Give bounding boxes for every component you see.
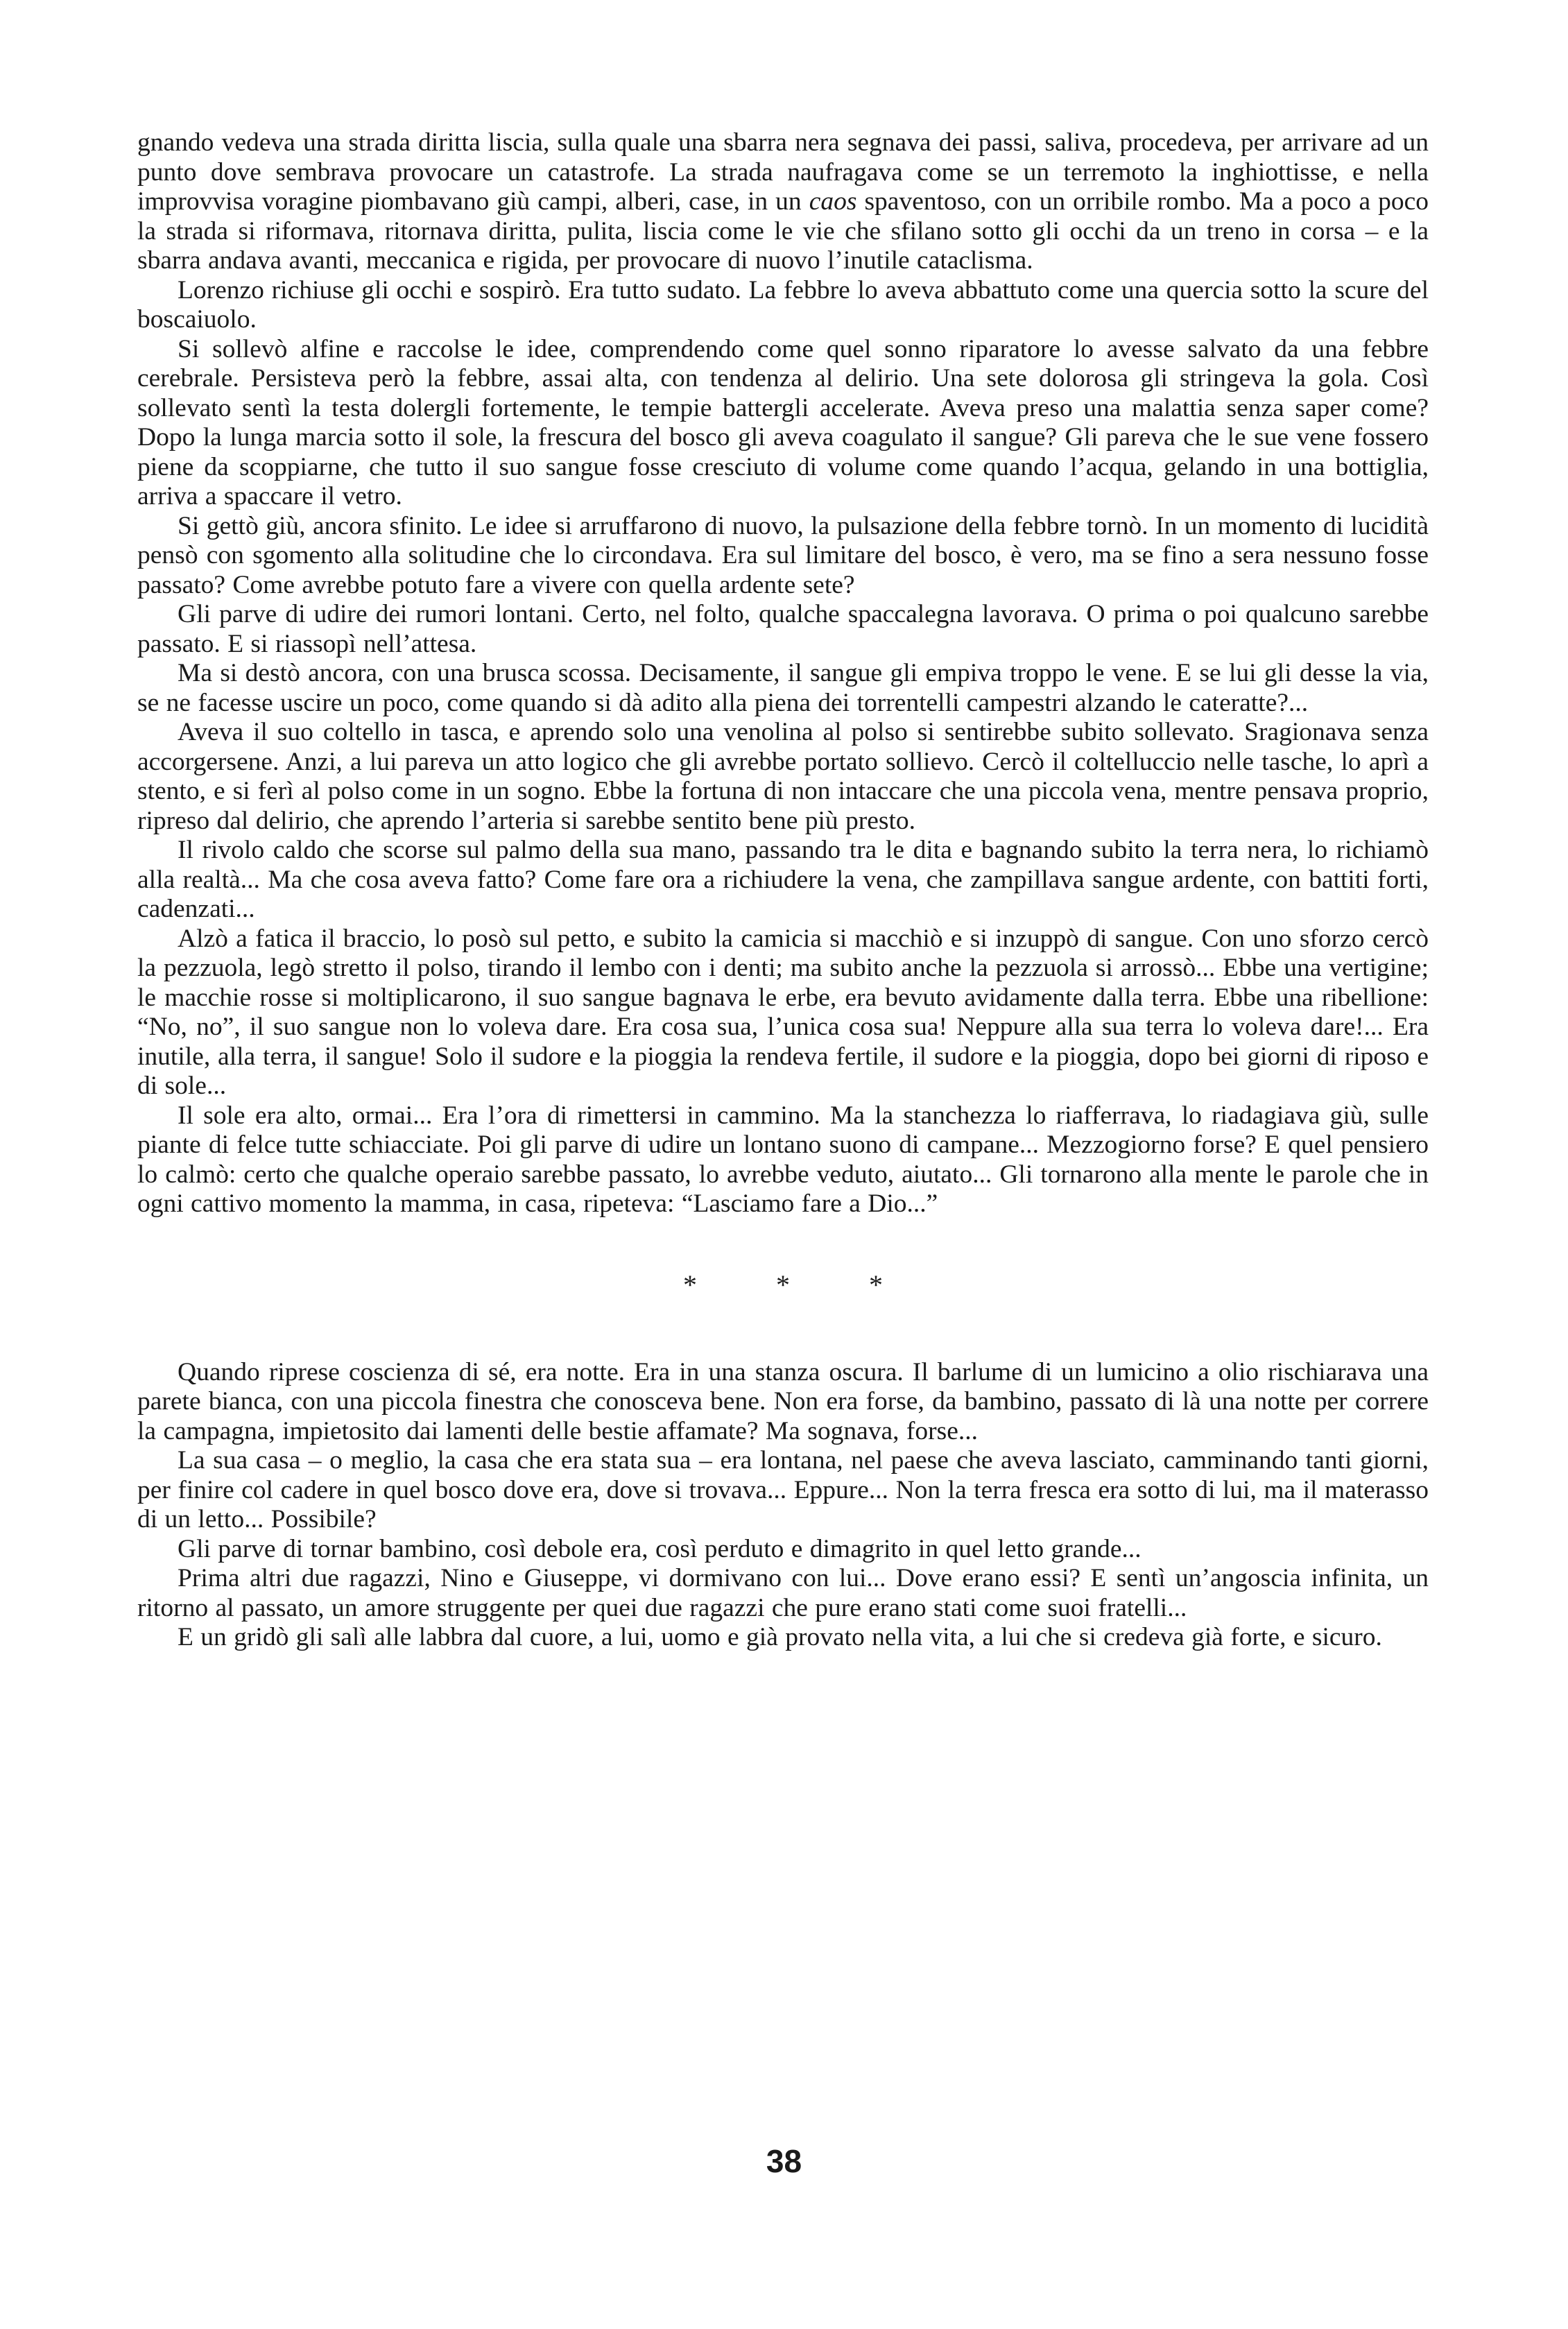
paragraph: Si sollevò alfine e raccolse le idee, comprendendo come quel sonno riparatore lo avesse salvato da una febbre cerebrale. Persisteva però la febbre, assai alta, con tendenza al delirio. Una sete dolorosa gli stringeva la gola. Così sollevato sentì la testa dolergli fortemente, le tempie battergli accelerate. Aveva preso una malattia senza saper come? Dopo la lunga marcia sotto il sole, la frescura del bosco gli aveva coagulato il sangue? Gli pareva che le sue vene fossero piene da scoppiarne, che tutto il suo sangue fosse cresciuto di volume come quando l’acqua, gelando in una bottiglia, arriva a spaccare il vetro. xyxy=(137,334,1429,510)
page-body xyxy=(137,128,1429,1653)
paragraph: E un gridò gli salì alle labbra dal cuore, a lui, uomo e già provato nella vita, a lui che si credeva già forte, e sicuro. xyxy=(178,1623,1382,1651)
paragraph: Il sole era alto, ormai... Era l’ora di rimettersi in cammino. Ma la stanchezza lo riafferrava, lo riadagiava giù, sulle piante di felce tutte schiacciate. Poi gli parve di udire un lontano suono di campane... Mezzogiorno forse? E quel pensiero lo calmò: certo che qualche operaio sarebbe passato, lo avrebbe veduto, aiutato... Gli tornarono alla mente le parole che in ogni cattivo momento la mamma, in casa, ripeteva: “Lasciamo fare a Dio...” xyxy=(137,1101,1429,1218)
paragraph: Alzò a fatica il braccio, lo posò sul petto, e subito la camicia si macchiò e si inzuppò di sangue. Con uno sforzo cercò la pezzuola, legò stretto il polso, tirando il lembo con i denti; ma subito anche la pezzuola si arrossò... Ebbe una vertigine; le macchie rosse si moltiplicarono, il suo sangue bagnava le erbe, era bevuto avidamente dalla terra. Ebbe una ribellione: “No, no”, il suo sangue non lo voleva dare. Era cosa sua, l’unica cosa sua! Neppure alla sua terra lo voleva dare!... Era inutile, alla terra, il sangue! Solo il sudore e la pioggia la rendeva fertile, il sudore e la pioggia, dopo bei giorni di riposo e di sole... xyxy=(137,924,1429,1100)
paragraph: La sua casa – o meglio, la casa che era stata sua – era lontana, nel paese che aveva lasciato, camminando tanti giorni, per finire col cadere in quel bosco dove era, dove si trovava... Eppure... Non la terra fresca era sotto di lui, ma il materasso di un letto... Possibile? xyxy=(137,1446,1429,1533)
paragraph: Prima altri due ragazzi, Nino e Giuseppe, vi dormivano con lui... Dove erano essi? E sentì un’angoscia infinita, un ritorno al passato, un amore struggente per quei due ragazzi che pure erano stati come suoi fratelli... xyxy=(137,1564,1429,1622)
paragraph: Gli parve di tornar bambino, così debole era, così perduto e dimagrito in quel letto grande... xyxy=(178,1534,1141,1563)
italic-word-caos: caos xyxy=(809,187,857,216)
paragraph: Quando riprese coscienza di sé, era notte. Era in una stanza oscura. Il barlume di un lumicino a olio rischiarava una parete bianca, con una piccola finestra che conosceva bene. Non era forse, da bambino, passato di là una notte per correre la campagna, impietosito dai lamenti delle bestie affamate? Ma sognava, forse... xyxy=(137,1357,1429,1445)
paragraph: Il rivolo caldo che scorse sul palmo della sua mano, passando tra le dita e bagnando subito la terra nera, lo richiamò alla realtà... Ma che cosa aveva fatto? Come fare ora a richiudere la vena, che zampillava sangue ardente, con battiti forti, cadenzati... xyxy=(137,836,1429,923)
text-run: gnando vedeva una strada diritta liscia, sulla quale una sbarra nera segnava dei passi, saliva, procedeva, per arrivare ad un punto dove sembrava provocare un catastrofe. La strada naufragava come se un terremoto la inghiottisse, e nella improvvisa voragine piombavano giù campi, alberi, case, in un xyxy=(137,128,1429,216)
page-number: 38 xyxy=(766,2143,802,2179)
paragraph-continuation xyxy=(137,128,1429,276)
paragraph: Ma si destò ancora, con una brusca scossa. Decisamente, il sangue gli empiva troppo le vene. E se lui gli desse la via, se ne facesse uscire un poco, come quando si dà adito alla piena dei torrentelli campestri alzando le cateratte?... xyxy=(137,659,1429,717)
text-before-break xyxy=(137,128,1429,1219)
paragraph: Aveva il suo coltello in tasca, e aprendo solo una venolina al polso si sentirebbe subito sollevato. Sragionava senza accorgersene. Anzi, a lui pareva un atto logico che gli avrebbe portato sollievo. Cercò il coltelluccio nelle tasche, lo aprì a stento, e si ferì al polso come in un sogno. Ebbe la fortuna di non intaccare che una piccola vena, mentre pensava proprio, ripreso dal delirio, che aprendo l’arteria si sarebbe sentito bene più presto. xyxy=(137,718,1429,835)
paragraph: Lorenzo richiuse gli occhi e sospirò. Era tutto sudato. La febbre lo aveva abbattuto come una quercia sotto la scure del boscaiuolo. xyxy=(137,275,1429,334)
section-break-asterisks: * * * xyxy=(683,1269,919,1300)
text-after-break xyxy=(137,1358,1429,1653)
paragraph: Gli parve di udire dei rumori lontani. Certo, nel folto, qualche spaccalegna lavorava. O prima o poi qualcuno sarebbe passato. E si riassopì nell’attesa. xyxy=(137,600,1429,658)
paragraph: Si gettò giù, ancora sfinito. Le idee si arruffarono di nuovo, la pulsazione della febbre tornò. In un momento di lucidità pensò con sgomento alla solitudine che lo circondava. Era sul limitare del bosco, è vero, ma se fino a sera nessuno fosse passato? Come avrebbe potuto fare a vivere con quella ardente sete? xyxy=(137,511,1429,599)
text-run: spaventoso, con un orribile rombo. Ma a poco a poco la strada si riformava, ritornava diritta, pulita, liscia come le vie che sfilano sotto gli occhi da un treno in corsa – e la sbarra andava avanti, meccanica e rigida, per provocare di nuovo l’inutile cataclisma. xyxy=(137,187,1429,275)
